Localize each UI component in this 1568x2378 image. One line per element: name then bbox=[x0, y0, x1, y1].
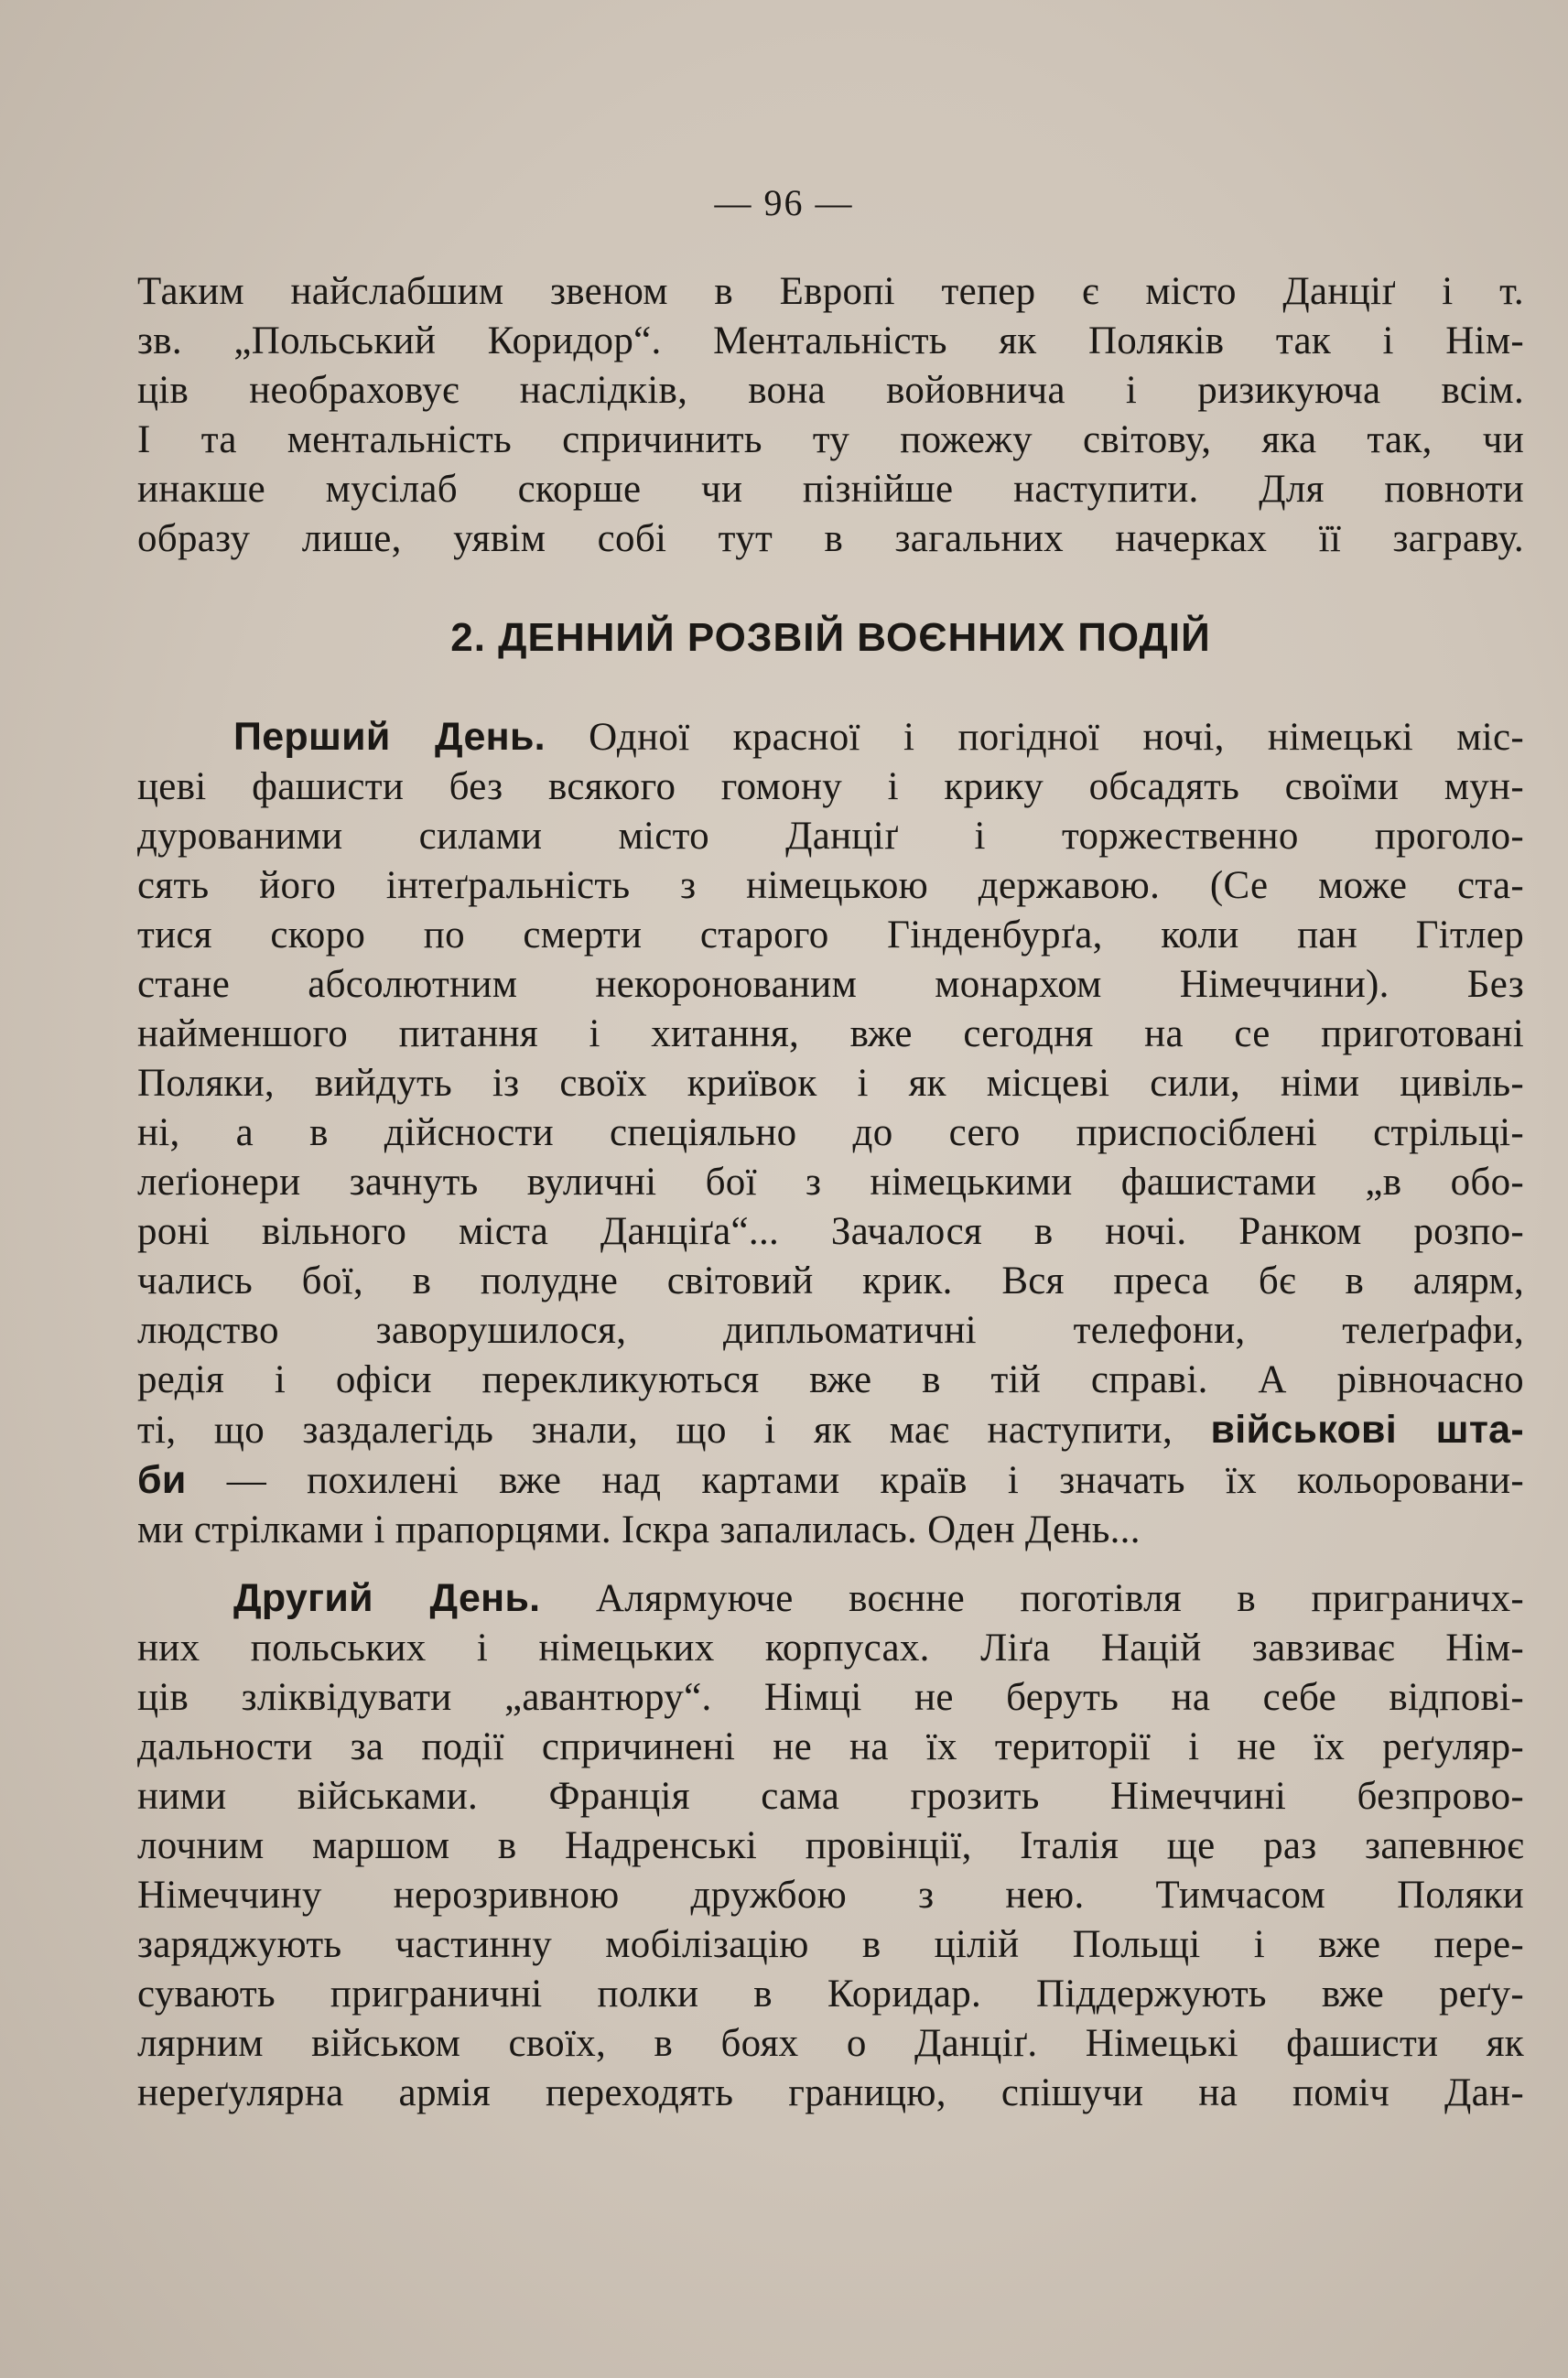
text-line: образу лише, уявім собі тут в загальних начерках її заграву. bbox=[137, 517, 1524, 560]
text-line: Перший День. Одної красної і погідної ночі, німецькі міс- bbox=[233, 715, 1524, 759]
text-line: ті, що заздалегідь знали, що і як має наступити, військові шта- bbox=[137, 1408, 1524, 1452]
intro-paragraph bbox=[137, 267, 1524, 564]
text-line: лярним військом своїх, в боях о Данціґ. Німецькі фашисти як bbox=[137, 2022, 1524, 2065]
section-heading: 2. ДЕННИЙ РОЗВІЙ ВОЄННИХ ПОДІЙ bbox=[450, 615, 1211, 660]
text-line: ними військами. Франція сама грозить Німеччині безпрово- bbox=[137, 1775, 1524, 1818]
text-line: ні, а в дійсности спеціяльно до сего приспосіблені стрільці- bbox=[137, 1111, 1524, 1154]
text-line: сять його інтеґральність з німецькою державою. (Се може ста- bbox=[137, 864, 1524, 907]
page-number: — 96 — bbox=[714, 182, 854, 223]
text-line: І та ментальність спричинить ту пожежу світову, яка так, чи bbox=[137, 418, 1524, 461]
text-line: би — похилені вже над картами країв і значать їх кольоровани- bbox=[137, 1458, 1524, 1502]
text-line: зв. „Польський Коридор“. Ментальність як Поляків так і Нім- bbox=[137, 319, 1524, 362]
text-line: ми стрілками і прапорцями. Іскра запалилась. Оден День... bbox=[137, 1508, 1141, 1551]
text-line: чались бої, в полудне світовий крик. Вся преса бє в алярм, bbox=[137, 1259, 1524, 1302]
text-line: тися скоро по смерти старого Гінденбурґа, коли пан Гітлер bbox=[137, 913, 1524, 957]
day-one-label: Перший День. bbox=[233, 715, 546, 759]
text-line: нереґулярна армія переходять границю, спішучи на поміч Дан- bbox=[137, 2071, 1524, 2114]
day-two-label: Другий День. bbox=[233, 1576, 541, 1620]
text-line: людство заворушилося, дипльоматичні телефони, телеґрафи, bbox=[137, 1309, 1524, 1352]
text-line: Поляки, вийдуть із своїх криївок і як місцеві сили, німи цивіль- bbox=[137, 1062, 1524, 1105]
text-line: редія і офіси перекликуються вже в тій справі. А рівночасно bbox=[137, 1358, 1524, 1401]
text-line: них польських і німецьких корпусах. Ліґа Націй завзиває Нім- bbox=[137, 1627, 1524, 1670]
day-one-paragraph bbox=[137, 712, 1524, 1555]
text-line: дальности за події спричинені не на їх території і не їх реґуляр- bbox=[137, 1725, 1524, 1768]
paragraph-gap bbox=[137, 1555, 1524, 1573]
text-line: ців зліквідувати „авантюру“. Німці не беруть на себе відпові- bbox=[137, 1676, 1524, 1719]
day-two-paragraph bbox=[137, 1573, 1524, 2118]
text-line: стане абсолютним некоронованим монархом Німеччини). Без bbox=[137, 963, 1524, 1006]
text-line: дурованими силами місто Данціґ і торжественно проголо- bbox=[137, 815, 1524, 858]
text-line: Другий День. Алярмуюче воєнне поготівля в приграничх- bbox=[233, 1576, 1524, 1620]
text-line: ців необраховує наслідків, вона войовнича і ризикуюча всім. bbox=[137, 369, 1524, 412]
text-line: леґіонери зачнуть вуличні бої з німецькими фашистами „в обо- bbox=[137, 1161, 1524, 1204]
text-line: цеві фашисти без всякого гомону і крику обсадять своїми мун- bbox=[137, 765, 1524, 808]
text-line: заряджують частинну мобілізацію в цілій Польщі і вже пере- bbox=[137, 1923, 1524, 1966]
text-line: лочним маршом в Надренські провінції, Італія ще раз запевнює bbox=[137, 1824, 1524, 1867]
text-line: Німеччину нерозривною дружбою з нею. Тимчасом Поляки bbox=[137, 1874, 1524, 1917]
emphasis-text: військові шта- bbox=[1210, 1408, 1524, 1452]
text-line: инакше мусілаб скорше чи пізнійше наступити. Для повноти bbox=[137, 468, 1524, 511]
text-line: роні вільного міста Данціґа“... Зачалося в ночі. Ранком розпо- bbox=[137, 1210, 1524, 1253]
emphasis-text: би bbox=[137, 1458, 187, 1502]
text-line: Таким найслабшим звеном в Европі тепер є місто Данціґ і т. bbox=[137, 270, 1524, 313]
page-body bbox=[137, 267, 1524, 2118]
text-line: найменшого питання і хитання, вже сегодня на се приготовані bbox=[137, 1012, 1524, 1055]
text-line: сувають приграничні полки в Коридар. Піддержують вже реґу- bbox=[137, 1973, 1524, 2016]
